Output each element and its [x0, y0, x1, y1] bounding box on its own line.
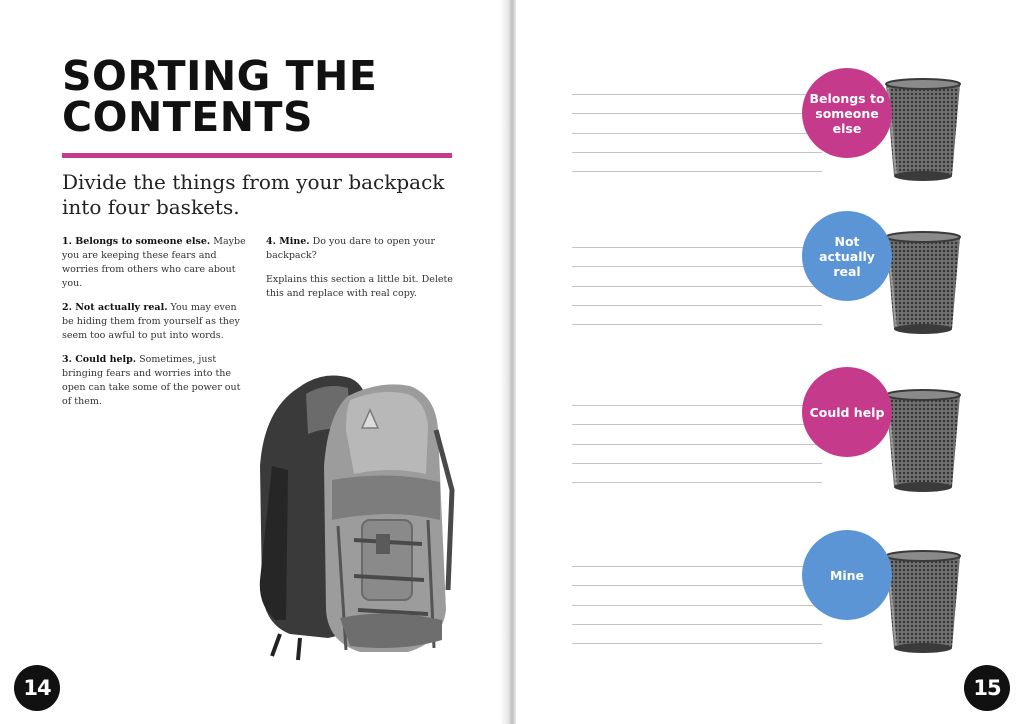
writing-line[interactable] [572, 464, 822, 483]
writing-lines [572, 387, 822, 483]
item-could-help [62, 353, 250, 409]
items-column-left [62, 235, 250, 419]
wastebasket-icon [882, 76, 964, 186]
writing-line[interactable] [572, 248, 822, 267]
page-number-14: 14 [14, 665, 60, 711]
writing-line[interactable] [572, 625, 822, 644]
writing-line[interactable] [572, 445, 822, 464]
wastebasket-icon [882, 229, 964, 339]
basket-mine [572, 548, 972, 673]
wastebasket-icon [882, 548, 964, 658]
wastebasket-icon [882, 387, 964, 497]
writing-lines [572, 548, 822, 644]
badge-not-actually-real: Not actually real [802, 211, 892, 301]
writing-line[interactable] [572, 153, 822, 172]
item-lead: 3. Could help. [62, 354, 137, 365]
basket-not-actually-real [572, 229, 972, 354]
items-column-right [266, 235, 454, 311]
writing-lines [572, 76, 822, 172]
writing-line[interactable] [572, 229, 822, 248]
writing-line[interactable] [572, 406, 822, 425]
writing-line[interactable] [572, 586, 822, 605]
writing-line[interactable] [572, 95, 822, 114]
item-lead: 2. Not actually real. [62, 302, 168, 313]
basket-belongs-to-someone-else [572, 76, 972, 201]
writing-line[interactable] [572, 567, 822, 586]
item-lead: 4. Mine. [266, 236, 310, 247]
writing-line[interactable] [572, 387, 822, 406]
item-text: You may even be hiding them from yourself as they seem too awful to put into words. [62, 302, 240, 341]
writing-line[interactable] [572, 548, 822, 567]
placeholder-note: Explains this section a little bit. Delete this and replace with real copy. [266, 274, 453, 299]
title-rule [62, 153, 452, 158]
item-text: Sometimes, just bringing fears and worries into the open can take some of the power out of them. [62, 354, 241, 407]
badge-could-help: Could help [802, 367, 892, 457]
writing-line[interactable] [572, 306, 822, 325]
badge-mine: Mine [802, 530, 892, 620]
writing-line[interactable] [572, 267, 822, 286]
item-not-actually-real [62, 301, 250, 343]
page-left [0, 0, 508, 724]
subtitle: Divide the things from your backpack into four baskets. [62, 170, 445, 219]
writing-line[interactable] [572, 114, 822, 133]
page-number-15: 15 [964, 665, 1010, 711]
writing-lines [572, 229, 822, 325]
basket-could-help [572, 387, 972, 512]
item-belongs-to-someone-else [62, 235, 250, 291]
title-line-1: SORTING THE [62, 52, 378, 100]
item-text: Maybe you are keeping these fears and worries from others who care about you. [62, 236, 246, 289]
writing-line[interactable] [572, 134, 822, 153]
item-lead: 1. Belongs to someone else. [62, 236, 211, 247]
writing-line[interactable] [572, 425, 822, 444]
page-title [62, 52, 462, 141]
badge-belongs-to-someone-else: Belongs to someone else [802, 68, 892, 158]
writing-line[interactable] [572, 76, 822, 95]
item-text: Do you dare to open your backpack? [266, 236, 436, 261]
backpack-photo [250, 370, 470, 662]
writing-line[interactable] [572, 606, 822, 625]
item-mine [266, 235, 454, 263]
writing-line[interactable] [572, 287, 822, 306]
title-line-2: CONTENTS [62, 93, 314, 141]
